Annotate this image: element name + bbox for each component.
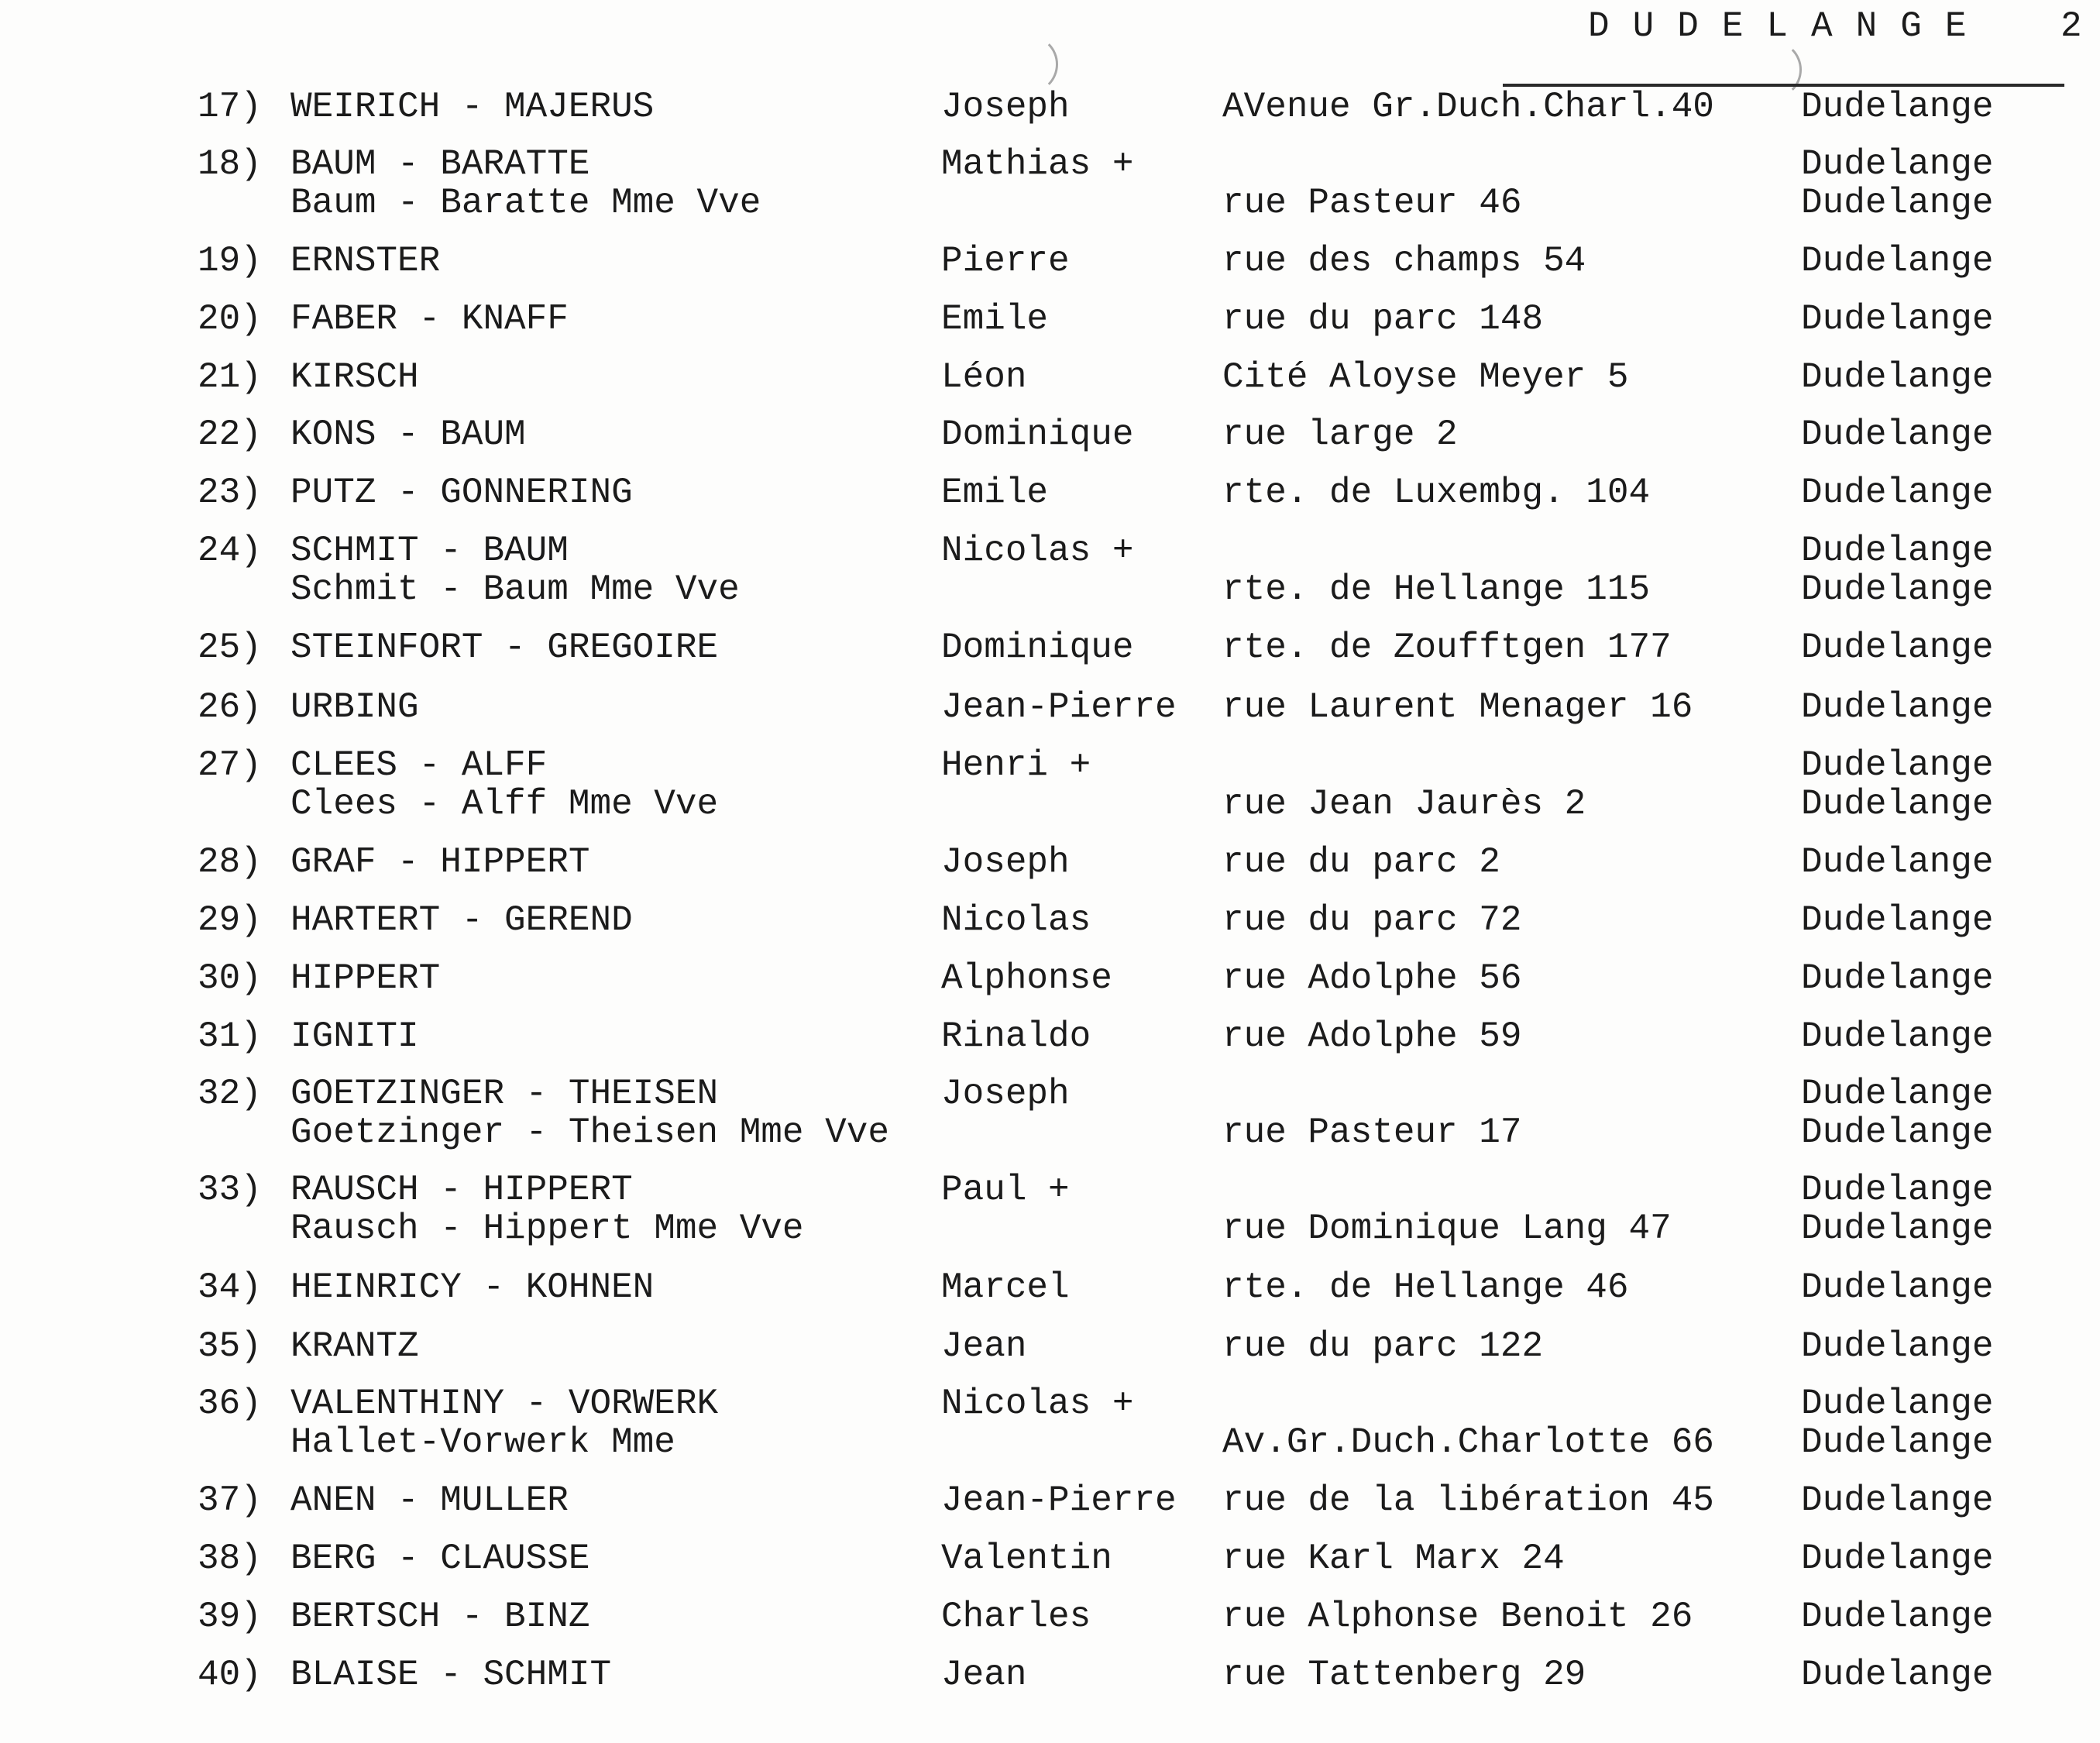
entry-first-name: Marcel [941, 1267, 1070, 1308]
entry-first-name: Léon [941, 357, 1027, 397]
entry-name: BLAISE - SCHMIT [290, 1655, 612, 1695]
entry-line [0, 1479, 2100, 1522]
entry-first-name: Nicolas + [941, 1384, 1134, 1424]
entry-number: 40) [198, 1655, 262, 1695]
entry-first-name: Nicolas + [941, 531, 1134, 571]
entry-number: 17) [198, 87, 262, 127]
entry-line [0, 471, 2100, 514]
entry-first-name: Rinaldo [941, 1016, 1091, 1057]
entry-number: 29) [198, 900, 262, 940]
entry-name: URBING [290, 687, 419, 727]
entry-line [0, 1595, 2100, 1638]
entry-line [0, 356, 2100, 399]
entry-number: 28) [198, 842, 262, 882]
entry-line [0, 1168, 2100, 1212]
entry-address: rte. de Hellange 46 [1222, 1267, 1629, 1308]
entry-name-secondary: Schmit - Baum Mme Vve [290, 569, 740, 610]
entry-line [0, 1537, 2100, 1580]
entry-address: Cité Aloyse Meyer 5 [1222, 357, 1629, 397]
entry-first-name: Jean-Pierre [941, 687, 1177, 727]
entry-name: KONS - BAUM [290, 414, 526, 455]
entry-name-secondary: Hallet-Vorwerk Mme [290, 1422, 675, 1463]
entry-line-secondary [0, 1421, 2100, 1464]
entry-address: rue Karl Marx 24 [1222, 1538, 1565, 1579]
entry-name: HARTERT - GEREND [290, 900, 633, 940]
entry-city-secondary: Dudelange [1801, 183, 1994, 223]
entry-address-secondary: rue Pasteur 46 [1222, 183, 1522, 223]
entry-city: Dudelange [1801, 1384, 1994, 1424]
entry-number: 24) [198, 531, 262, 571]
entry-line [0, 85, 2100, 129]
entry-line [0, 1653, 2100, 1697]
entry-city: Dudelange [1801, 241, 1994, 281]
entry-address-secondary: Av.Gr.Duch.Charlotte 66 [1222, 1422, 1714, 1463]
entry-address-secondary: rue Pasteur 17 [1222, 1112, 1522, 1153]
entry-city: Dudelange [1801, 531, 1994, 571]
entry-name: KIRSCH [290, 357, 419, 397]
entry-city: Dudelange [1801, 1074, 1994, 1114]
entry-name: BAUM - BARATTE [290, 144, 590, 184]
entry-name: RAUSCH - HIPPERT [290, 1170, 633, 1210]
entry-name: GRAF - HIPPERT [290, 842, 590, 882]
entry-city: Dudelange [1801, 1267, 1994, 1308]
entry-city: Dudelange [1801, 1170, 1994, 1210]
entry-city: Dudelange [1801, 1597, 1994, 1637]
entry-city-secondary: Dudelange [1801, 1208, 1994, 1249]
entry-address: rue des champs 54 [1222, 241, 1586, 281]
entry-number: 26) [198, 687, 262, 727]
entry-address-secondary: rte. de Hellange 115 [1222, 569, 1651, 610]
entry-name: IGNITI [290, 1016, 419, 1057]
entry-city-secondary: Dudelange [1801, 784, 1994, 824]
entry-first-name: Mathias + [941, 144, 1134, 184]
entry-city: Dudelange [1801, 900, 1994, 940]
entry-number: 32) [198, 1074, 262, 1114]
entry-number: 39) [198, 1597, 262, 1637]
entry-line [0, 626, 2100, 669]
entry-name: WEIRICH - MAJERUS [290, 87, 655, 127]
entry-city-secondary: Dudelange [1801, 1112, 1994, 1153]
entry-first-name: Emile [941, 299, 1049, 339]
entry-number: 34) [198, 1267, 262, 1308]
entry-first-name: Emile [941, 473, 1049, 513]
entry-number: 23) [198, 473, 262, 513]
entry-name-secondary: Clees - Alff Mme Vve [290, 784, 719, 824]
entry-name: SCHMIT - BAUM [290, 531, 569, 571]
entry-line [0, 686, 2100, 729]
page-number: 2 [2060, 6, 2082, 46]
entry-name: PUTZ - GONNERING [290, 473, 633, 513]
entry-city: Dudelange [1801, 87, 1994, 127]
entry-first-name: Jean [941, 1655, 1027, 1695]
entry-line-secondary [0, 568, 2100, 611]
entry-address: rue Tattenberg 29 [1222, 1655, 1586, 1695]
entry-address: rue Alphonse Benoit 26 [1222, 1597, 1693, 1637]
entry-first-name: Joseph [941, 1074, 1070, 1114]
entry-city: Dudelange [1801, 144, 1994, 184]
entry-address-secondary: rue Dominique Lang 47 [1222, 1208, 1672, 1249]
entry-name: GOETZINGER - THEISEN [290, 1074, 719, 1114]
entry-line [0, 899, 2100, 942]
entry-name: BERTSCH - BINZ [290, 1597, 590, 1637]
entry-name: FABER - KNAFF [290, 299, 569, 339]
entry-line [0, 1325, 2100, 1368]
entry-first-name: Joseph [941, 87, 1070, 127]
entry-address: rue large 2 [1222, 414, 1458, 455]
entry-first-name: Joseph [941, 842, 1070, 882]
entry-number: 27) [198, 745, 262, 786]
entry-city: Dudelange [1801, 299, 1994, 339]
entry-line [0, 1382, 2100, 1425]
entry-city: Dudelange [1801, 1538, 1994, 1579]
entry-name: VALENTHINY - VORWERK [290, 1384, 719, 1424]
entry-line-secondary [0, 1207, 2100, 1250]
entry-city-secondary: Dudelange [1801, 1422, 1994, 1463]
entry-first-name: Alphonse [941, 958, 1112, 999]
entry-address: AVenue Gr.Duch.Charl.40 [1222, 87, 1714, 127]
entry-first-name: Valentin [941, 1538, 1112, 1579]
entry-number: 21) [198, 357, 262, 397]
entry-city: Dudelange [1801, 687, 1994, 727]
entry-name: HIPPERT [290, 958, 441, 999]
entry-name-secondary: Goetzinger - Theisen Mme Vve [290, 1112, 889, 1153]
entry-address: rte. de Luxembg. 104 [1222, 473, 1651, 513]
entry-address: rue du parc 122 [1222, 1326, 1544, 1367]
entry-city: Dudelange [1801, 1655, 1994, 1695]
entry-address: rue Adolphe 56 [1222, 958, 1522, 999]
entry-address: rue Laurent Menager 16 [1222, 687, 1693, 727]
entry-number: 38) [198, 1538, 262, 1579]
entry-city: Dudelange [1801, 842, 1994, 882]
entry-city: Dudelange [1801, 1326, 1994, 1367]
entry-number: 36) [198, 1384, 262, 1424]
entry-first-name: Jean-Pierre [941, 1480, 1177, 1521]
entry-line [0, 744, 2100, 787]
entry-line [0, 1015, 2100, 1058]
entry-line [0, 297, 2100, 341]
entry-address: rue du parc 148 [1222, 299, 1544, 339]
entry-address: rte. de Zoufftgen 177 [1222, 627, 1672, 668]
entry-address: rue de la libération 45 [1222, 1480, 1714, 1521]
entry-address: rue du parc 2 [1222, 842, 1500, 882]
entry-number: 33) [198, 1170, 262, 1210]
entry-name: BERG - CLAUSSE [290, 1538, 590, 1579]
entry-name-secondary: Baum - Baratte Mme Vve [290, 183, 761, 223]
entry-name: ERNSTER [290, 241, 441, 281]
entry-number: 18) [198, 144, 262, 184]
entry-city: Dudelange [1801, 1016, 1994, 1057]
entry-city: Dudelange [1801, 414, 1994, 455]
entry-first-name: Charles [941, 1597, 1091, 1637]
entry-line-secondary [0, 181, 2100, 225]
entry-first-name: Paul + [941, 1170, 1070, 1210]
entry-number: 30) [198, 958, 262, 999]
entry-first-name: Henri + [941, 745, 1091, 786]
entry-line [0, 143, 2100, 186]
entry-line [0, 239, 2100, 283]
entry-first-name: Nicolas [941, 900, 1091, 940]
entry-city: Dudelange [1801, 958, 1994, 999]
entry-name: KRANTZ [290, 1326, 419, 1367]
header-title: DUDELANGE [1588, 6, 1990, 46]
entry-first-name: Jean [941, 1326, 1027, 1367]
entry-city: Dudelange [1801, 627, 1994, 668]
entry-name: HEINRICY - KOHNEN [290, 1267, 655, 1308]
entry-city-secondary: Dudelange [1801, 569, 1994, 610]
entry-number: 20) [198, 299, 262, 339]
entry-name: STEINFORT - GREGOIRE [290, 627, 719, 668]
entry-line [0, 841, 2100, 884]
entry-city: Dudelange [1801, 745, 1994, 786]
entry-city: Dudelange [1801, 473, 1994, 513]
entry-line [0, 529, 2100, 572]
entry-line [0, 957, 2100, 1000]
entry-number: 37) [198, 1480, 262, 1521]
entry-line-secondary [0, 782, 2100, 826]
entry-address-secondary: rue Jean Jaurès 2 [1222, 784, 1586, 824]
entry-number: 19) [198, 241, 262, 281]
entry-line [0, 1266, 2100, 1309]
entry-name-secondary: Rausch - Hippert Mme Vve [290, 1208, 804, 1249]
entry-line [0, 413, 2100, 456]
entry-address: rue Adolphe 59 [1222, 1016, 1522, 1057]
entry-first-name: Pierre [941, 241, 1070, 281]
entry-name: ANEN - MULLER [290, 1480, 569, 1521]
entry-first-name: Dominique [941, 627, 1134, 668]
entry-number: 22) [198, 414, 262, 455]
entry-line [0, 1072, 2100, 1116]
entry-number: 25) [198, 627, 262, 668]
entry-number: 31) [198, 1016, 262, 1057]
entry-number: 35) [198, 1326, 262, 1367]
entry-city: Dudelange [1801, 1480, 1994, 1521]
entry-address: rue du parc 72 [1222, 900, 1522, 940]
entry-line-secondary [0, 1111, 2100, 1154]
entry-first-name: Dominique [941, 414, 1134, 455]
entry-city: Dudelange [1801, 357, 1994, 397]
entry-name: CLEES - ALFF [290, 745, 548, 786]
